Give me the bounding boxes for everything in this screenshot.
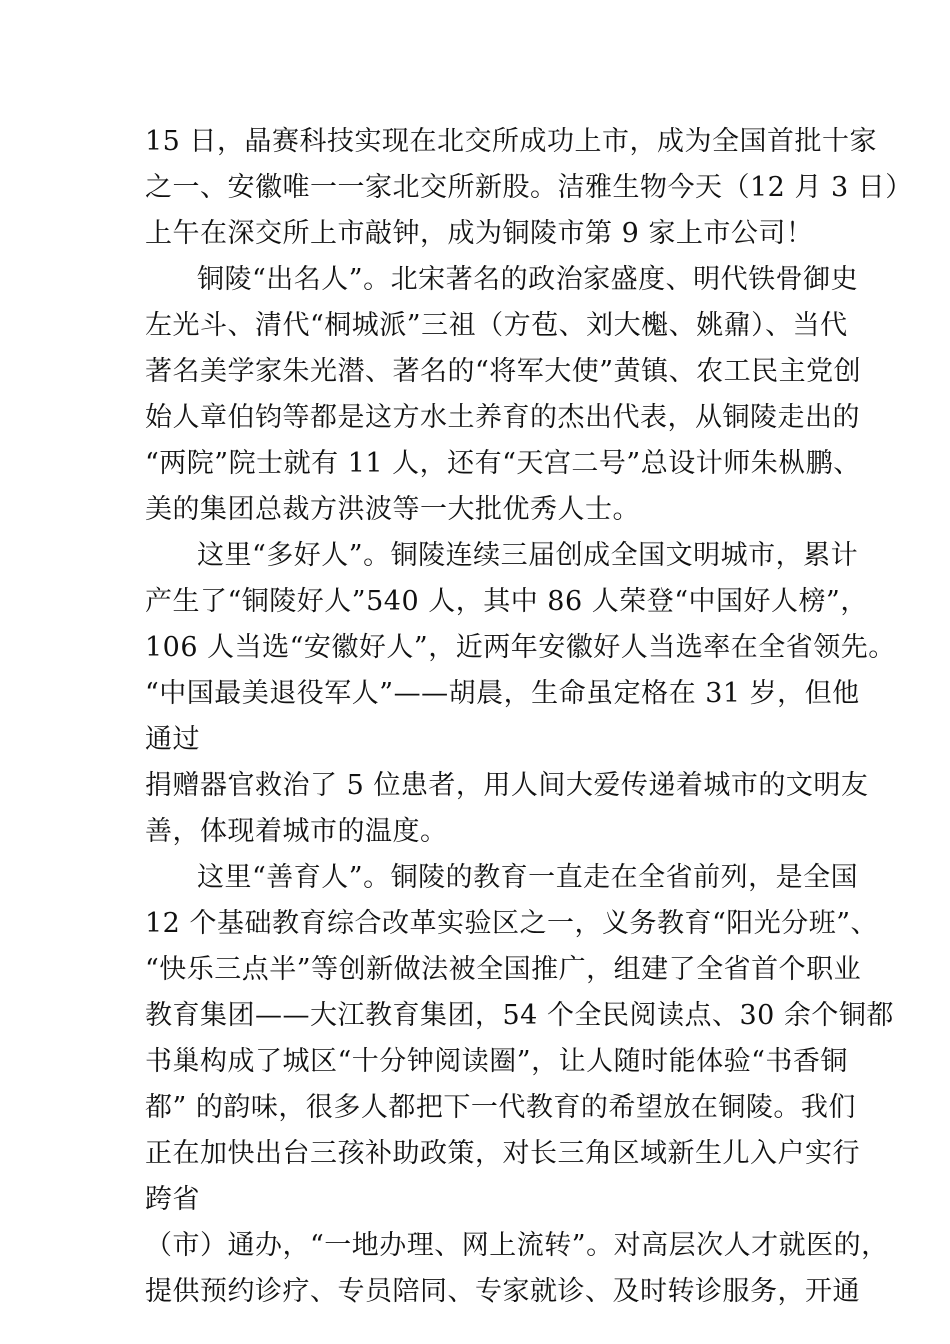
text-line: 跨省 <box>145 1184 200 1215</box>
text-line: 106 人当选“安徽好人”，近两年安徽好人当选率在全省领先。 <box>145 632 896 663</box>
text-line: 左光斗、清代“桐城派”三祖（方苞、刘大櫆、姚鼐）、当代 <box>145 310 848 341</box>
text-line: 上午在深交所上市敲钟，成为铜陵市第 9 家上市公司！ <box>145 218 814 249</box>
text-line: 提供预约诊疗、专员陪同、专家就诊、及时转诊服务，开通 <box>145 1276 860 1307</box>
text-line: “快乐三点半”等创新做法被全国推广，组建了全省首个职业 <box>145 954 862 985</box>
text-line: 之一、安徽唯一一家北交所新股。洁雅生物今天（12 月 3 日） <box>145 172 913 203</box>
text-line: “中国最美退役军人”——胡晨，生命虽定格在 31 岁，但他 <box>145 678 860 709</box>
text-line: 都” 的韵味，很多人都把下一代教育的希望放在铜陵。我们 <box>145 1092 856 1123</box>
text-line: 这里“善育人”。铜陵的教育一直走在全省前列，是全国 <box>197 862 859 893</box>
text-line: 善，体现着城市的温度。 <box>145 816 448 847</box>
text-line: （市）通办，“一地办理、网上流转”。对高层次人才就医的， <box>145 1230 889 1261</box>
text-line: 通过 <box>145 724 200 755</box>
text-line: 教育集团——大江教育集团，54 个全民阅读点、30 余个铜都 <box>145 1000 894 1031</box>
text-line: 书巢构成了城区“十分钟阅读圈”，让人随时能体验“书香铜 <box>145 1046 848 1077</box>
text-line: “两院”院士就有 11 人，还有“天宫二号”总设计师朱枞鹏、 <box>145 448 861 479</box>
text-line: 正在加快出台三孩补助政策，对长三角区域新生儿入户实行 <box>145 1138 860 1169</box>
text-line: 产生了“铜陵好人”540 人，其中 86 人荣登“中国好人榜”， <box>145 586 868 617</box>
text-line: 12 个基础教育综合改革实验区之一，义务教育“阳光分班”、 <box>145 908 879 939</box>
text-line: 捐赠器官救治了 5 位患者，用人间大爱传递着城市的文明友 <box>145 770 869 801</box>
text-line: 始人章伯钧等都是这方水土养育的杰出代表，从铜陵走出的 <box>145 402 860 433</box>
text-line: 著名美学家朱光潜、著名的“将军大使”黄镇、农工民主党创 <box>145 356 862 387</box>
text-line: 这里“多好人”。铜陵连续三届创成全国文明城市，累计 <box>197 540 859 571</box>
text-line: 铜陵“出名人”。北宋著名的政治家盛度、明代铁骨御史 <box>197 264 859 295</box>
text-line: 美的集团总裁方洪波等一大批优秀人士。 <box>145 494 640 525</box>
text-line: 15 日，晶赛科技实现在北交所成功上市，成为全国首批十家 <box>145 126 877 157</box>
